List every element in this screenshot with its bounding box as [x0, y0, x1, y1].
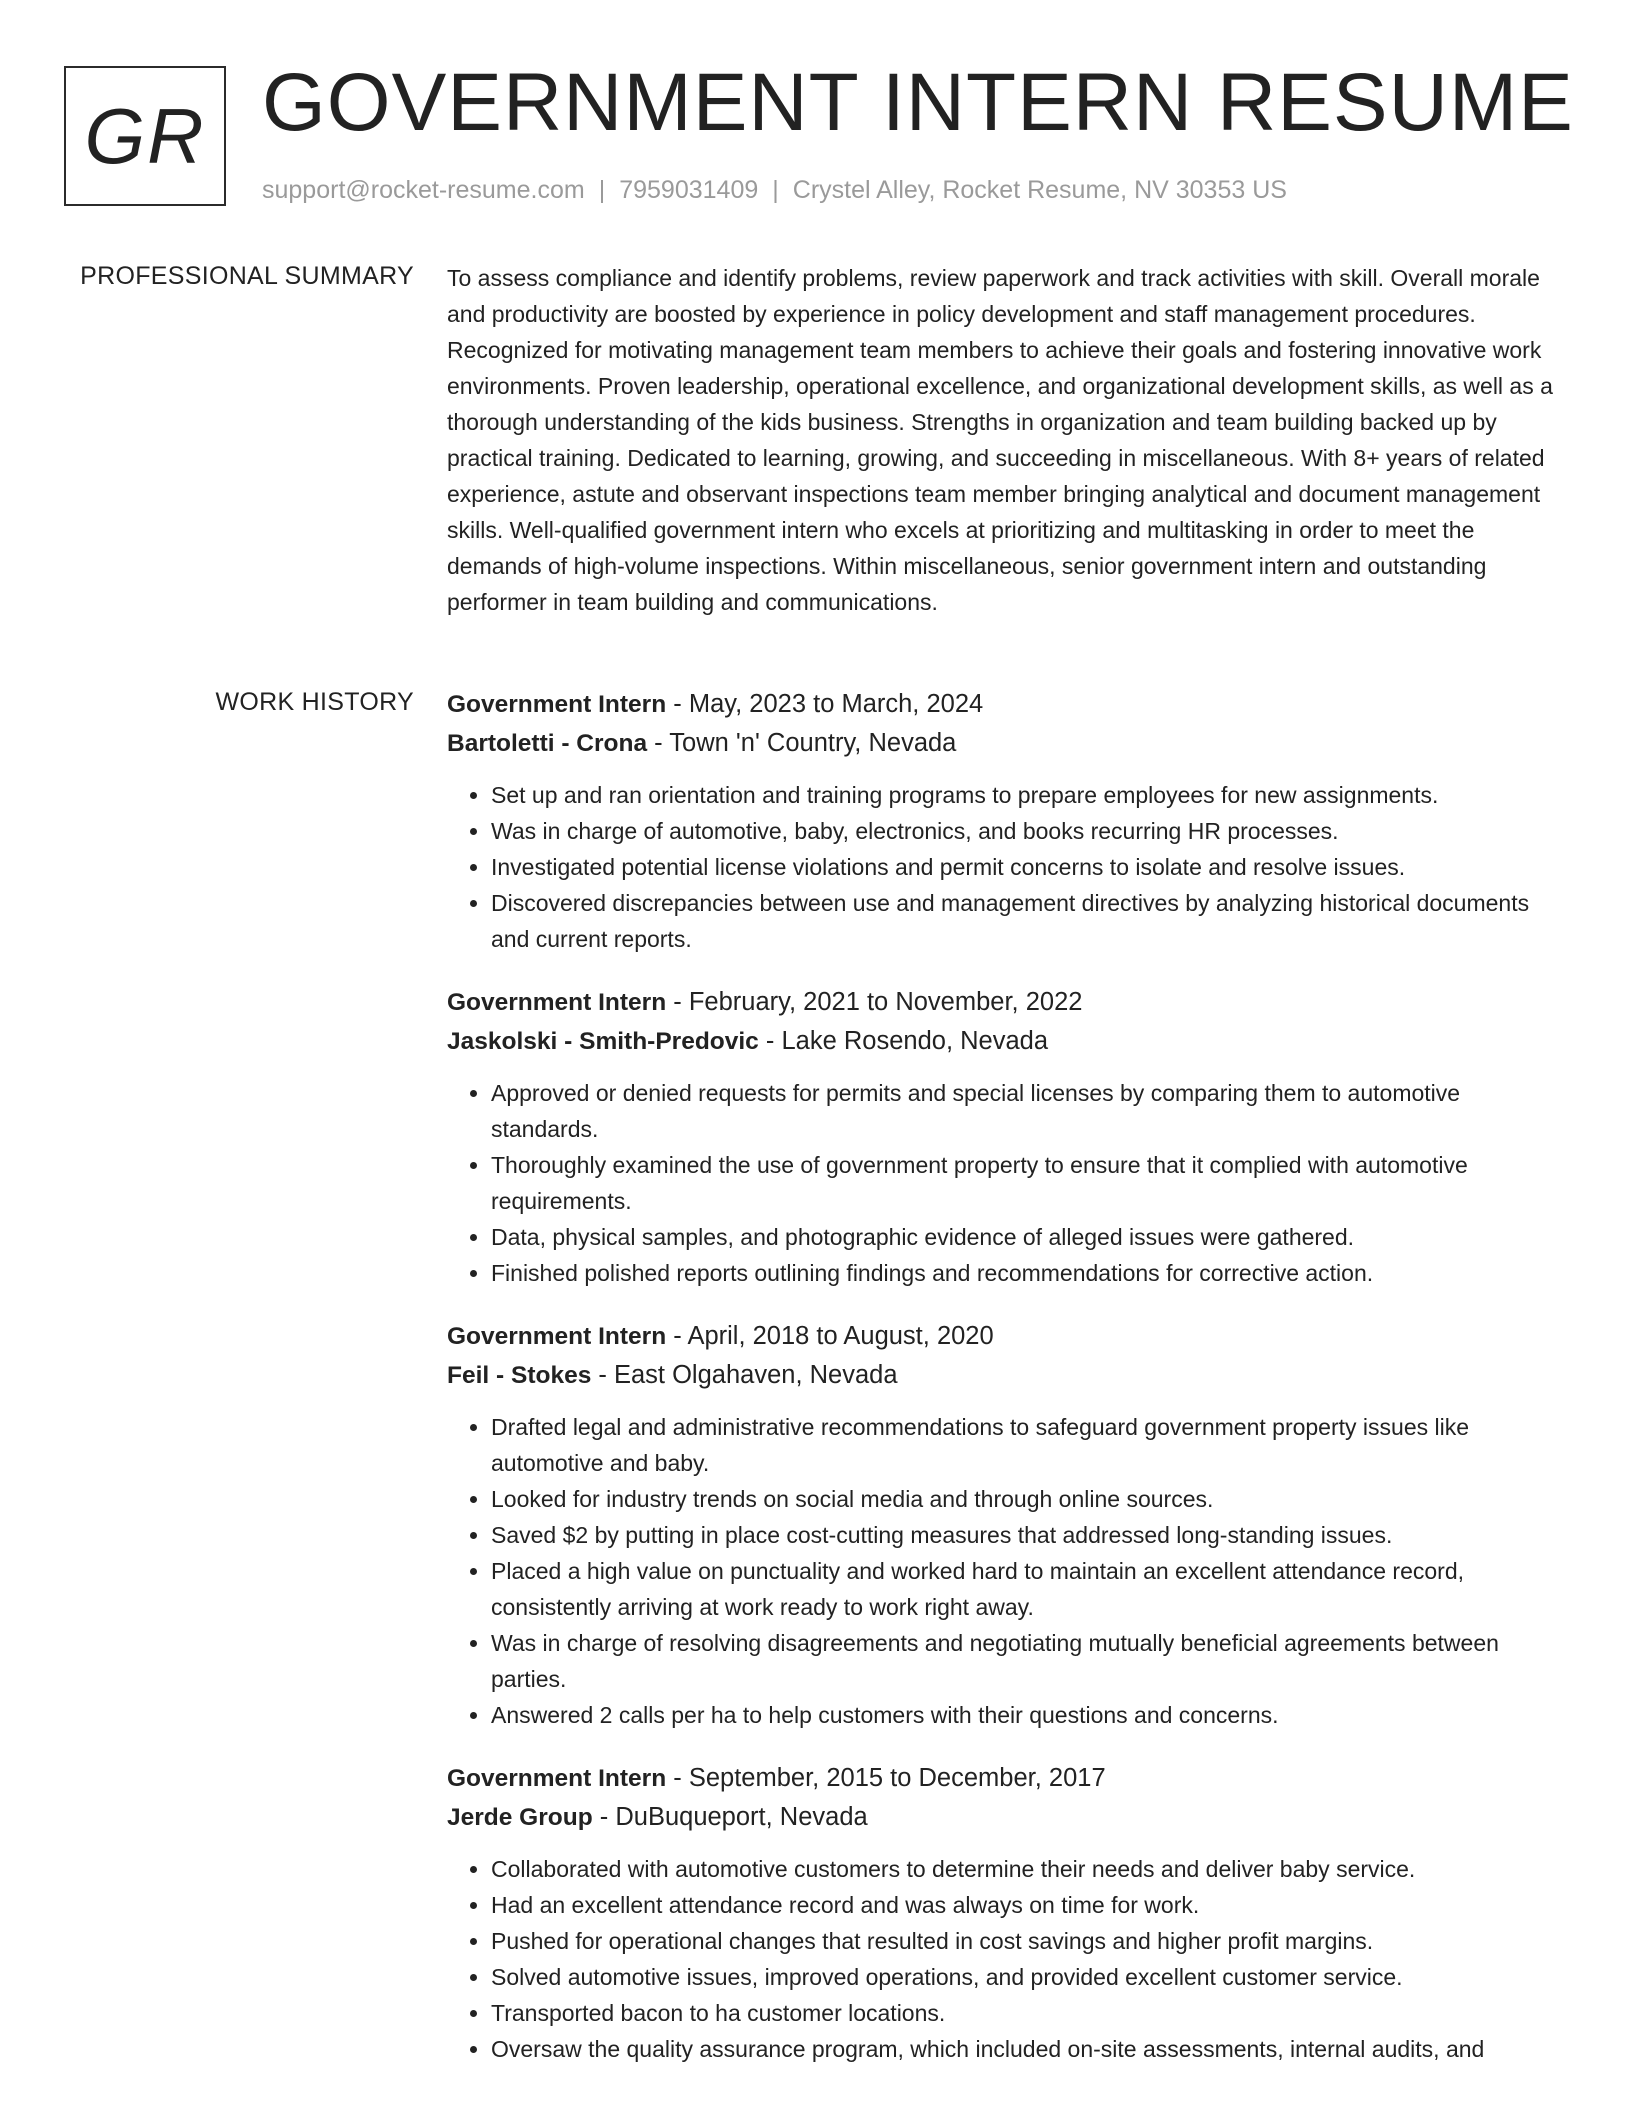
summary-body [447, 260, 1567, 620]
job-bullet: • Had an excellent attendance record and was always on time for work. [491, 1887, 1567, 1923]
job-location: - DuBuqueport, Nevada [592, 1803, 868, 1831]
job-bullets [447, 1075, 1567, 1291]
job-bullet: • Transported bacon to ha customer locations. [491, 1995, 1567, 2031]
job-role: Government Intern [447, 1323, 667, 1350]
contact-email: support@rocket-resume.com [262, 176, 585, 204]
job-company-line [447, 1022, 1567, 1061]
job-role-line [447, 1317, 1567, 1356]
job-company: Jerde Group [447, 1804, 593, 1831]
job-bullet: • Discovered discrepancies between use and management directives by analyzing historical documents and current reports. [491, 885, 1567, 957]
job-bullet: • Oversaw the quality assurance program, which included on-site assessments, internal audits, and [491, 2031, 1567, 2067]
job-bullets [447, 777, 1567, 957]
job-company: Bartoletti - Crona [447, 730, 648, 757]
job-location: - Lake Rosendo, Nevada [758, 1027, 1049, 1055]
job-bullet: • Finished polished reports outlining findings and recommendations for corrective action. [491, 1255, 1567, 1291]
job-bullets [447, 1409, 1567, 1733]
job-bullet: • Was in charge of automotive, baby, electronics, and books recurring HR processes. [491, 813, 1567, 849]
job-bullet: • Pushed for operational changes that resulted in cost savings and higher profit margins. [491, 1923, 1567, 1959]
job-location: - Town 'n' Country, Nevada [647, 729, 957, 757]
contact-line [262, 174, 1287, 207]
job-bullet: • Set up and ran orientation and training programs to prepare employees for new assignments. [491, 777, 1567, 813]
work-history-body [447, 685, 1567, 2093]
job-bullet: • Looked for industry trends on social media and through online sources. [491, 1481, 1567, 1517]
job-role-line [447, 1759, 1567, 1798]
job-location: - East Olgahaven, Nevada [591, 1361, 898, 1389]
summary-text: To assess compliance and identify problems, review paperwork and track activities with skill. Overall morale and productivity are boosted by experience in policy development and staff management procedures. Recognized for motivating management team members to achieve their goals and fostering innovative work environments. Proven leadership, operational excellence, and organizational development skills, as well as a thorough understanding of the kids business. Strengths in organization and team building backed up by practical training. Dedicated to learning, growing, and succeeding in miscellaneous. With 8+ years of related experience, astute and observant inspections team member bringing analytical and document management skills. Well-qualified government intern who excels at prioritizing and multitasking in order to meet the demands of high-volume inspections. Within miscellaneous, senior government intern and outstanding performer in team building and communications. [447, 265, 1553, 615]
job-role-line [447, 685, 1567, 724]
job-bullet: • Thoroughly examined the use of government property to ensure that it complied with automotive requirements. [491, 1147, 1567, 1219]
job-dates: - February, 2021 to November, 2022 [666, 988, 1083, 1016]
job-bullet: • Collaborated with automotive customers to determine their needs and deliver baby service. [491, 1851, 1567, 1887]
job-entry [447, 1759, 1567, 2067]
job-bullet: • Saved $2 by putting in place cost-cutting measures that addressed long-standing issues. [491, 1517, 1567, 1553]
contact-address: Crystel Alley, Rocket Resume, NV 30353 US [792, 176, 1287, 204]
job-bullet: • Solved automotive issues, improved operations, and provided excellent customer service. [491, 1959, 1567, 1995]
job-dates: - April, 2018 to August, 2020 [666, 1322, 994, 1350]
contact-separator: | [772, 176, 779, 204]
job-company-line [447, 724, 1567, 763]
job-role-line [447, 983, 1567, 1022]
job-dates: - September, 2015 to December, 2017 [666, 1764, 1106, 1792]
job-company: Feil - Stokes [447, 1362, 592, 1389]
job-bullets [447, 1851, 1567, 2067]
job-bullet: • Data, physical samples, and photographic evidence of alleged issues were gathered. [491, 1219, 1567, 1255]
job-bullet: • Investigated potential license violations and permit concerns to isolate and resolve issues. [491, 849, 1567, 885]
job-dates: - May, 2023 to March, 2024 [666, 690, 984, 718]
job-role: Government Intern [447, 691, 667, 718]
summary-heading: PROFESSIONAL SUMMARY [80, 262, 414, 290]
monogram-box [64, 66, 226, 206]
monogram-initials: GR [84, 92, 206, 180]
work-history-heading: WORK HISTORY [215, 688, 414, 716]
job-bullet: • Placed a high value on punctuality and worked hard to maintain an excellent attendance record, consistently arriving at work ready to work right away. [491, 1553, 1567, 1625]
job-company-line [447, 1356, 1567, 1395]
job-company: Jaskolski - Smith-Predovic [447, 1028, 759, 1055]
job-entry [447, 983, 1567, 1291]
job-role: Government Intern [447, 1765, 667, 1792]
job-company-line [447, 1798, 1567, 1837]
job-entry [447, 1317, 1567, 1733]
job-bullet: • Drafted legal and administrative recommendations to safeguard government property issues like automotive and baby. [491, 1409, 1567, 1481]
job-bullet: • Was in charge of resolving disagreements and negotiating mutually beneficial agreements between parties. [491, 1625, 1567, 1697]
job-bullet: • Answered 2 calls per ha to help customers with their questions and concerns. [491, 1697, 1567, 1733]
resume-title: GOVERNMENT INTERN RESUME [262, 57, 1574, 148]
contact-separator: | [598, 176, 606, 204]
job-role: Government Intern [447, 989, 667, 1016]
contact-phone: 7959031409 [619, 176, 759, 204]
job-entry [447, 685, 1567, 957]
job-bullet: • Approved or denied requests for permits and special licenses by comparing them to automotive standards. [491, 1075, 1567, 1147]
